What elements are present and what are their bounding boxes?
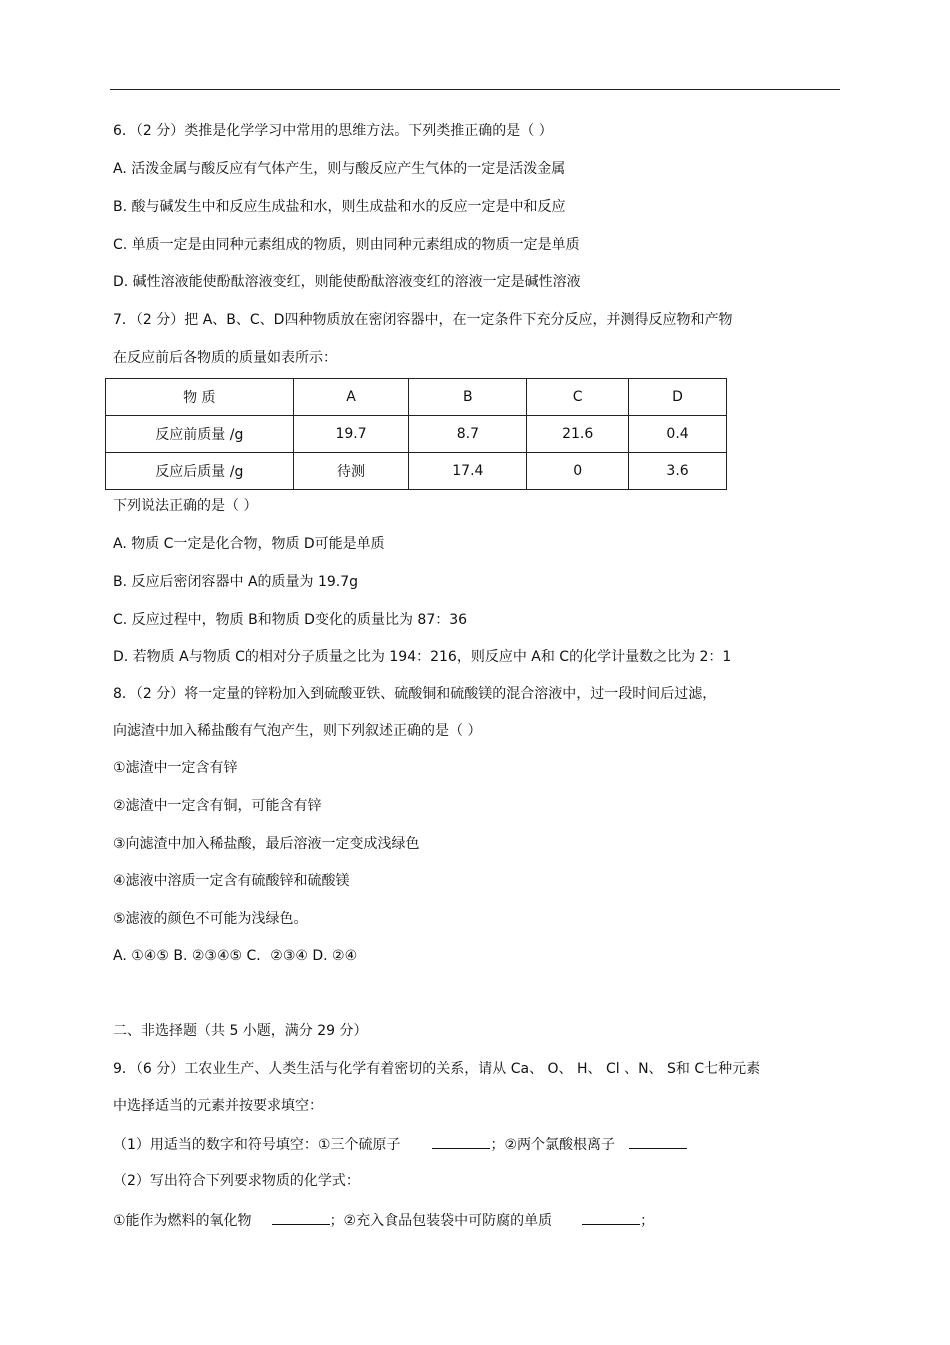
q8-statement-3: ③向滤渣中加入稀盐酸，最后溶液一定变成浅绿色 <box>113 836 420 852</box>
q9-part2-text-c: ； <box>640 1213 655 1229</box>
q9-part2: （2）写出符合下列要求物质的化学式： <box>113 1173 360 1189</box>
q8-statement-1: ①滤渣中一定含有锌 <box>113 760 238 776</box>
q9-part2-text-a: ①能作为燃料的氧化物 <box>113 1213 252 1229</box>
mass-table <box>105 378 727 490</box>
answer-blank-3[interactable] <box>272 1210 330 1225</box>
table-cell: 反应后质量 /g <box>106 453 294 490</box>
section-heading: 二、非选择题（共 5 小题，满分 29 分） <box>113 1023 368 1039</box>
q8-stem-line2: 向滤渣中加入稀盐酸有气泡产生，则下列叙述正确的是（ ） <box>113 723 482 739</box>
q9-stem-line1: 9．（6 分）工农业生产、人类生活与化学有着密切的关系，请从 Ca、 O、 H、 Cl 、N、 S和 C七种元素 <box>113 1061 761 1077</box>
table-cell: 反应前质量 /g <box>106 416 294 453</box>
q9-part2-line <box>113 1210 654 1230</box>
answer-blank-1[interactable] <box>432 1134 490 1149</box>
table-header-cell: D <box>629 379 727 416</box>
table-cell: 21.6 <box>527 416 629 453</box>
table-cell: 0 <box>527 453 629 490</box>
table-header-cell: A <box>293 379 409 416</box>
header-rule <box>110 89 840 90</box>
table-header-cell: B <box>409 379 527 416</box>
table-cell: 19.7 <box>293 416 409 453</box>
q7-option-d: D. 若物质 A与物质 C的相对分子质量之比为 194：216，则反应中 A和 C的化学计量数之比为 2：1 <box>113 649 732 665</box>
table-cell: 8.7 <box>409 416 527 453</box>
q7-option-c: C. 反应过程中，物质 B和物质 D变化的质量比为 87：36 <box>113 612 468 628</box>
table-cell: 17.4 <box>409 453 527 490</box>
q6-option-b: B. 酸与碱发生中和反应生成盐和水，则生成盐和水的反应一定是中和反应 <box>113 199 566 215</box>
table-row <box>106 453 727 490</box>
q8-options: A. ①④⑤ B. ②③④⑤ C．②③④ D. ②④ <box>113 948 358 964</box>
q8-statement-2: ②滤渣中一定含有铜，可能含有锌 <box>113 798 322 814</box>
answer-blank-2[interactable] <box>629 1134 687 1149</box>
q9-part2-text-b: ；②充入食品包装袋中可防腐的单质 <box>329 1213 553 1229</box>
q7-stem-line2: 在反应前后各物质的质量如表所示： <box>113 350 337 366</box>
q8-statement-4: ④滤液中溶质一定含有硫酸锌和硫酸镁 <box>113 873 350 889</box>
q6-option-d: D. 碱性溶液能使酚酞溶液变红，则能使酚酞溶液变红的溶液一定是碱性溶液 <box>113 274 581 290</box>
table-cell: 0.4 <box>629 416 727 453</box>
table-cell: 待测 <box>293 453 409 490</box>
table-header-row <box>106 379 727 416</box>
table-cell: 3.6 <box>629 453 727 490</box>
q8-stem-line1: 8．（2 分）将一定量的锌粉加入到硫酸亚铁、硫酸铜和硫酸镁的混合溶液中，过一段时间后过滤， <box>113 686 717 702</box>
table-row <box>106 416 727 453</box>
q6-stem: 6．（2 分）类推是化学学习中常用的思维方法。下列类推正确的是（ ） <box>113 123 553 139</box>
q9-part1-text-b: ；②两个氯酸根离子 <box>490 1137 616 1153</box>
q7-question: 下列说法正确的是（ ） <box>113 498 258 514</box>
q6-option-c: C. 单质一定是由同种元素组成的物质，则由同种元素组成的物质一定是单质 <box>113 237 580 253</box>
answer-blank-4[interactable] <box>582 1210 640 1225</box>
table-header-cell: 物 质 <box>106 379 294 416</box>
q6-option-a: A. 活泼金属与酸反应有气体产生，则与酸反应产生气体的一定是活泼金属 <box>113 161 566 177</box>
q9-stem-line2: 中选择适当的元素并按要求填空： <box>113 1098 323 1114</box>
q7-stem-line1: 7．（2 分）把 A、B、C、D四种物质放在密闭容器中，在一定条件下充分反应，并测得反应物和产物 <box>113 312 733 328</box>
q9-part1 <box>113 1134 687 1154</box>
q7-option-a: A. 物质 C一定是化合物，物质 D可能是单质 <box>113 536 385 552</box>
table-header-cell: C <box>527 379 629 416</box>
q9-part1-text-a: （1）用适当的数字和符号填空：①三个硫原子 <box>113 1137 401 1153</box>
q7-option-b: B. 反应后密闭容器中 A的质量为 19.7g <box>113 574 359 590</box>
q8-statement-5: ⑤滤液的颜色不可能为浅绿色。 <box>113 911 308 927</box>
